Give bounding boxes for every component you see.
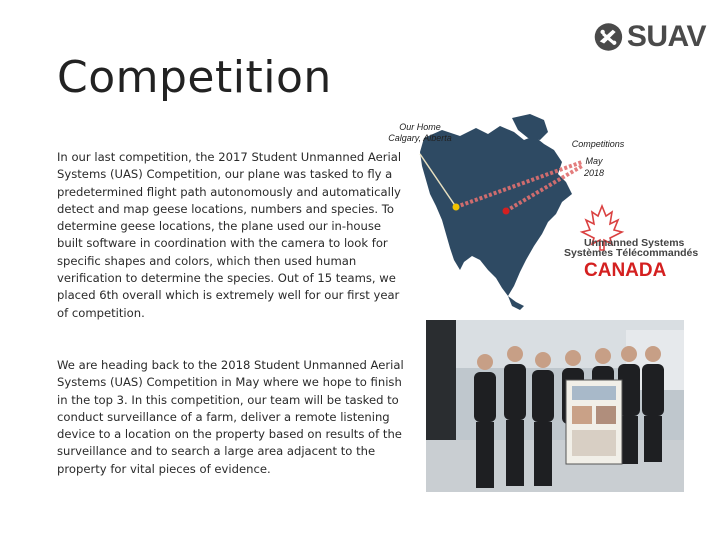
north-america-map bbox=[384, 110, 714, 310]
competition-dot bbox=[503, 208, 510, 215]
central-america-landmass bbox=[508, 296, 524, 310]
usc-line-3: CANADA bbox=[584, 260, 667, 281]
usc-line-2: Systèmes Télécommandés bbox=[564, 247, 699, 259]
paragraph-last-competition: In our last competition, the 2017 Student Unmanned Aerial Systems (UAS) Competition, our plane was tasked to fly a predetermined flight path autonomously and automatically detect and map geese locations, numbers and species. To determine geese locations, the plane used our in-house built software in coordination with the camera to look for specific shapes and colors, which then used human verification to determine the species. Out of 15 teams, we placed 6th overall which is extremely well for our first year of competition. bbox=[57, 150, 402, 320]
home-label-line-2: Calgary, Alberta bbox=[388, 133, 452, 143]
usc-line-1: Unmanned Systems bbox=[584, 237, 685, 249]
unmanned-systems-canada-logo bbox=[564, 206, 698, 281]
home-dot bbox=[453, 204, 460, 211]
date-label-line-1: May bbox=[585, 156, 603, 166]
home-label-line-1: Our Home bbox=[399, 122, 441, 132]
logo-text: SUAV bbox=[626, 20, 706, 53]
drone-icon bbox=[594, 18, 623, 56]
page-title: Competition bbox=[57, 52, 332, 103]
suav-logo bbox=[594, 16, 706, 58]
team-photo bbox=[426, 320, 684, 492]
north-america-landmass bbox=[420, 126, 572, 296]
competitions-label: Competitions bbox=[571, 139, 625, 149]
date-label-line-2: 2018 bbox=[583, 168, 605, 178]
paragraph-upcoming-competition: We are heading back to the 2018 Student Unmanned Aerial Systems (UAS) Competition in May where we hope to finish in the top 3. In this competition, our team will be tasked to conduct surveillance of a farm, deliver a remote listening device to a location on the property based on results of the surveillance and to search a large area adjacent to the property for vital pieces of evidence. bbox=[57, 358, 404, 476]
